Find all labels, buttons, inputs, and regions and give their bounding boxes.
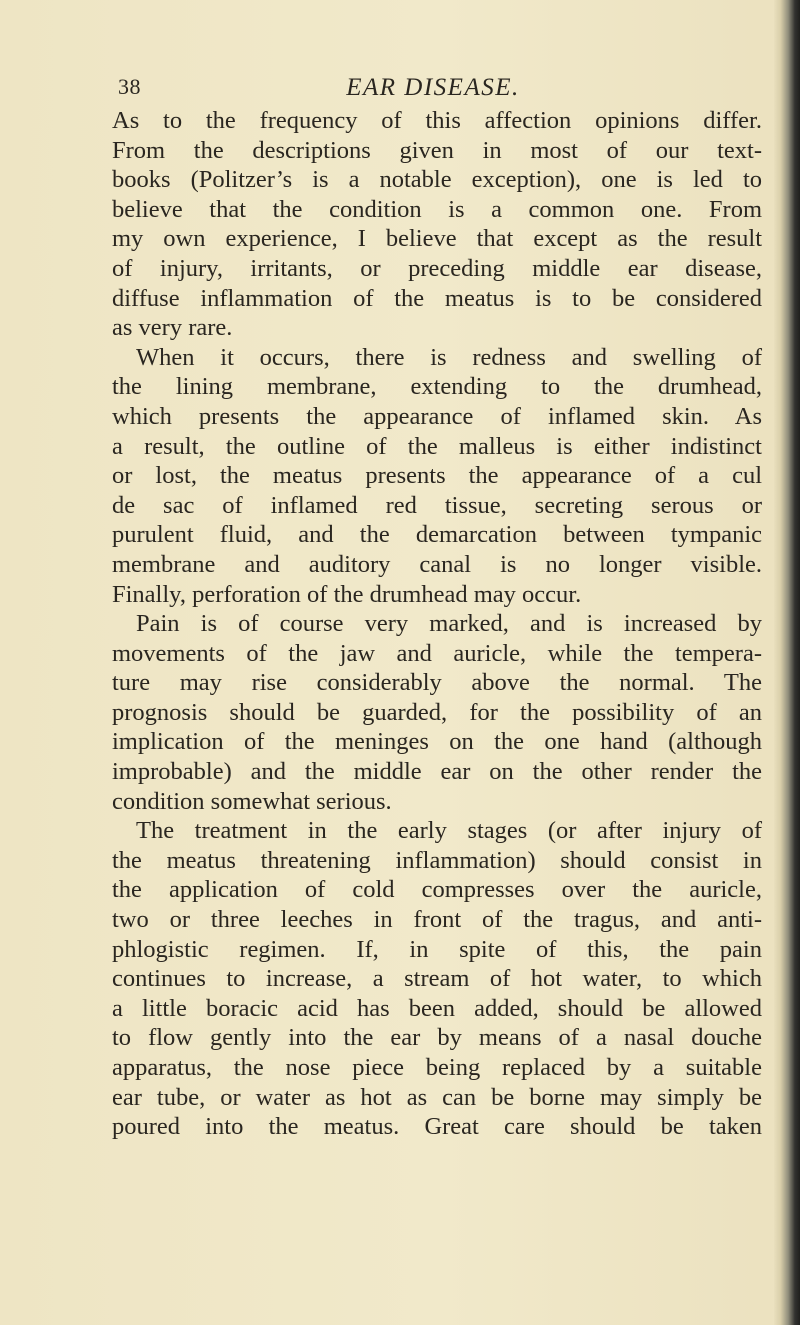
text-line: From the descriptions given in most of our text-	[112, 136, 762, 164]
page-edge-shadow	[774, 0, 800, 1325]
text-line: membrane and auditory canal is no longer visible.	[112, 550, 762, 578]
text-line: The treatment in the early stages (or after injury of	[136, 817, 762, 845]
text-line: Pain is of course very marked, and is increased by	[136, 610, 762, 638]
text-line: As to the frequency of this affection opinions differ.	[112, 107, 762, 134]
text-line: implication of the meninges on the one hand (although	[112, 728, 762, 756]
text-line: continues to increase, a stream of hot water, to which	[112, 965, 762, 993]
text-line: diffuse inflammation of the meatus is to be considered	[112, 284, 762, 312]
text-line: a result, the outline of the malleus is either indistinct	[112, 432, 762, 460]
text-line: ture may rise considerably above the normal. The	[112, 669, 762, 697]
text-line: to flow gently into the ear by means of a nasal douche	[112, 1024, 762, 1052]
text-line: movements of the jaw and auricle, while the tempera-	[112, 639, 762, 667]
text-line: which presents the appearance of inflamed skin. As	[112, 402, 762, 430]
text-line: or lost, the meatus presents the appearance of a cul	[112, 462, 762, 490]
page-number: 38	[118, 74, 141, 99]
text-line: as very rare.	[112, 314, 233, 342]
text-line: purulent fluid, and the demarcation between tympanic	[112, 521, 762, 549]
text-line: believe that the condition is a common one. From	[112, 195, 762, 223]
paragraph-2	[112, 343, 762, 609]
text-line: condition somewhat serious.	[112, 787, 392, 815]
body-text	[112, 106, 762, 1142]
text-line: apparatus, the nose piece being replaced by a suitable	[112, 1054, 762, 1081]
text-line: prognosis should be guarded, for the possibility of an	[112, 698, 762, 726]
text-line: Finally, perforation of the drumhead may occur.	[112, 580, 582, 608]
text-line: the application of cold compresses over the auricle,	[112, 876, 762, 904]
text-line: two or three leeches in front of the tragus, and anti-	[112, 906, 762, 934]
text-line: improbable) and the middle ear on the other render the	[112, 758, 762, 786]
text-line: When it occurs, there is redness and swelling of	[136, 343, 762, 371]
text-line: of injury, irritants, or preceding middle ear disease,	[112, 254, 762, 282]
text-line: the meatus threatening inflammation) should consist in	[112, 846, 762, 874]
text-line: my own experience, I believe that except as the result	[112, 225, 762, 253]
running-head: EAR DISEASE.	[346, 74, 520, 101]
paragraph-1	[112, 106, 762, 343]
text-line: poured into the meatus. Great care should be taken	[112, 1113, 762, 1141]
text-line: a little boracic acid has been added, should be allowed	[112, 994, 762, 1022]
text-line: ear tube, or water as hot as can be borne may simply be	[112, 1083, 762, 1111]
paragraph-3	[112, 609, 762, 816]
page-header	[118, 74, 748, 110]
text-line: de sac of inflamed red tissue, secreting serous or	[112, 491, 762, 519]
text-line: books (Politzer’s is a notable exception), one is led to	[112, 166, 762, 194]
text-line: phlogistic regimen. If, in spite of this, the pain	[112, 935, 762, 963]
paragraph-4	[112, 816, 762, 1142]
text-line: the lining membrane, extending to the drumhead,	[112, 373, 762, 401]
